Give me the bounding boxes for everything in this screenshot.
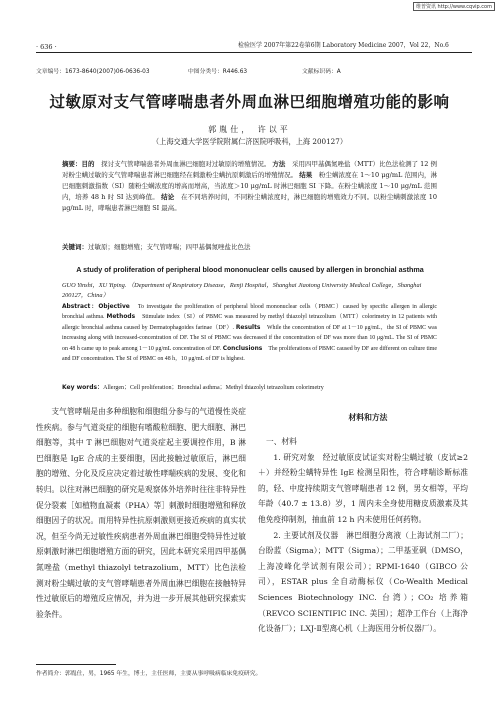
en-objective-text: To investigate the proliferation of peripheral blood mononuclear cells（PBMC）caused by specific allergen in allergic bronchial asthma. [62,304,437,321]
section-heading: 材料和方法 [348,413,388,422]
method-text: 采用四甲基偶氮唑盐（MTT）比色法检测了 12 例对粉尘螨过敏的支气管哮喘患者淋巴细胞经在刺激粉尘螨抗原刺激后的增殖情况。 [62,160,438,179]
english-authors: GUO Yinshi，XU Yiping. （Department of Respiratory Disease，Renji Hospital，Shanghai Jiaotong University Medical College，Shanghai 200127，China） [62,282,422,299]
footnote-rule [36,664,116,665]
conclusion-label: 结论 [161,193,175,201]
subheading: 一、材料 [266,437,297,446]
abstract-cn [62,159,437,214]
intro-paragraph: 支气管哮喘是由多种细胞和细胞组分参与的气道慢性炎症性疾病。参与气道炎症的细胞有嗜酸粒细胞、肥大细胞、淋巴细胞等，其中 T 淋巴细胞对气道炎症起主要调控作用，B 淋巴细胞是 IgE 合成的主要细胞，因此接触过敏原后，淋巴细胞的增殖、分化及反应决定着过敏性哮喘疾病的发展、变化和转归。以往对淋巴细胞的研究是观察体外培养时往往非特异性促分裂素［如植物血凝素（PHA）等］刺激时细胞增殖和释放细胞因子的状况。而用特异性抗原刺激则更接近疾病的真实状况，但至今尚无过敏性疾病患者外周血淋巴细胞受特异性过敏原刺激时淋巴细胞增殖方面的研究，因此本研究采用四甲基偶氮唑盐（methyl thiazolyl tetrazolium，MTT）比色法检测对粉尘螨过敏的支气管哮喘患者外周血淋巴细胞在接触特异性过敏原后的增殖反应情况，并为进一步开展其他研究探索实验条件。 [36,407,246,619]
en-conclusions-text: The proliferations of PBMC caused by DF are different on culture time and DF concentration. The SI of PBMC on 48 h，10 μg/mL of DF is highest. [62,345,437,363]
authors: 郭胤仕， 许以平 [208,125,291,134]
en-keywords-text: Allergen；Cell proliferation；Bronchial asthma；Methyl thiazolyl tetrazolium colorimetry [103,385,324,391]
en-methods-label: Methods [106,314,136,321]
en-objective-label: Objective [98,304,130,310]
watermark: 维普资讯 http://www.cqvip.com [413,2,495,11]
abstract-label: 摘要： [62,160,82,168]
paper-title: 过敏原对支气管哮喘患者外周血淋巴细胞增殖功能的影响 [49,93,450,111]
objective-label: 目的 [81,160,95,168]
article-number: 文章编号：1673-8640(2007)06-0636-03 [36,69,150,75]
en-results-text: While the concentration of DF at 1－10 μg/mL，the SI of PBMC was increasing along with increased-concentration of DF. The SI of PBMC was decreased if the concentration of DF was more than 10 μg/mL. The SI of PBMC on 48 h came up to peak among 1－10 μg/mL concentration of DF. [62,324,437,352]
en-methods-text: Stimulate index（SI）of PBMC was measured by methyl thiazolyl tetrazolium（MTT）colorimetry in 12 patients with allergic bronchial asthma caused by Dermatophagoides farinae（DF）. [62,314,437,331]
result-label: 结果 [299,171,313,179]
objective-text: 探讨支气管哮喘患者外周血淋巴细胞对过敏原的增殖情况。 [101,160,271,168]
english-title: A study of proliferation of peripheral blood mononuclear cells caused by allergen in bronchial asthma [76,265,424,274]
keywords-text: 过敏原；细胞增殖；支气管哮喘；四甲基偶氮唑盐比色法 [88,243,251,251]
header-rule [36,52,472,53]
conclusion-text: 在不同培养时间，不同粉尘螨浓度时，淋巴细胞的增殖效力不同。以粉尘螨刺激浓度 10 μg/mL 时，哮喘患者淋巴细胞 SI 最高。 [62,193,437,212]
en-conclusions-label: Conclusions [222,345,263,352]
document-code: 文献标识码：A [302,69,341,75]
keywords-label: 关键词： [62,243,88,251]
method-label: 方法 [272,160,286,168]
author-footnote: 作者简介：郭胤仕，男，1965 年生，博士，主任医师，主要从事呼吸病临床免疫研究。 [36,671,262,677]
en-results-label: Results [235,324,261,331]
affiliation: （上海交通大学医学院附属仁济医院呼吸科，上海 200127） [151,137,348,146]
en-keywords-label: Key words： [62,384,104,391]
reagents-paragraph: 2. 主要试剂及仪器 淋巴细胞分离液（上海试剂二厂）；台盼蓝（Sigma）；MTT（Sigma）；二甲基亚砜（DMSO，上海凌峰化学试剂有限公司）；RPMI-1640（GIBCO 公司），ESTAR plus 全自动酶标仪（Co-Wealth Medical Sciences Biotechnology INC. 台湾）；CO₂ 培养箱（REVCO SCIENTIFIC INC. 美国）；超净工作台（上海净化设备厂）；LXJ-Ⅱ型离心机（上海医用分析仪器厂）。 [258,530,468,634]
clc-number: 中图分类号：R446.63 [188,69,248,75]
keywords-cn [62,242,437,253]
keywords-en [62,382,437,394]
result-text: 粉尘螨浓度在 1～10 μg/mL 范围内，淋巴细胞刺激指数（SI）随粉尘螨浓度的增高而增高，当浓度＞10 μg/mL 时淋巴细胞 SI 下降。在粉尘螨浓度 1～10 μg/mL 范围内，培养 48 h 时 SI 达到峰值。 [62,171,438,201]
page-number: · 636 · [36,43,57,51]
body-right-column [258,434,468,637]
en-abstract-label: Abstract： [62,304,99,310]
body-left-column [36,404,246,622]
subjects-paragraph: 1. 研究对象 经过敏原皮试证实对粉尘螨过敏（皮试≥2＋）并经粉尘螨特异性 IgE 检测呈阳性，符合哮喘诊断标准的，轻、中度持续期支气管哮喘患者 12 例，男女相等，平均年龄（40.7 ± 13.8）岁，1 周内未全身使用糖皮质激素及其他免疫抑制剂，抽血前 12 h 内未使用任何药物。 [258,452,468,524]
journal-header: 检验医学 2007年第22卷第6期 Laboratory Medicine 2007，Vol 22，No.6 [238,42,449,49]
abstract-en [62,302,437,364]
